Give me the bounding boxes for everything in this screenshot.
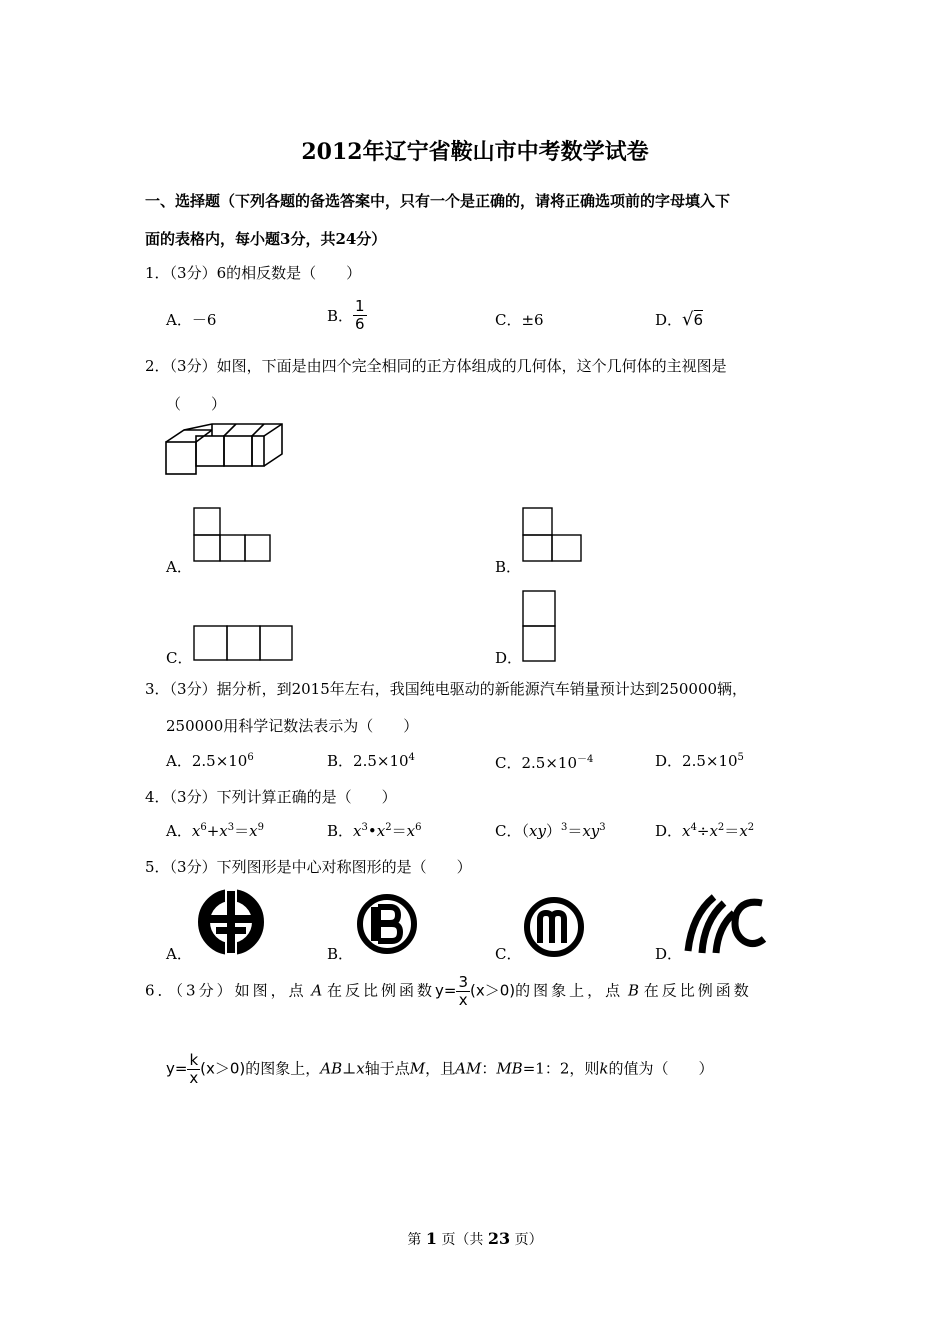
q2-stem: 2．（3分）如图，下面是由四个完全相同的正方体组成的几何体，这个几何体的主视图是 — [145, 357, 727, 375]
q6-fraction-3-over-x: $\frac{3}{x}$ — [458, 973, 469, 1009]
q2-a-view-figure — [193, 507, 273, 563]
q4-option-c: C．$(xy)^3=xy^3$ — [495, 822, 606, 840]
q4-option-d: D．$x^4\div x^2=x^2$ — [655, 822, 755, 840]
logo-a-icon — [196, 887, 266, 957]
q2-option-a: A． — [166, 558, 192, 576]
q2-paren: （ ） — [166, 395, 227, 413]
q6-stem-line1: 6．（3分）如图，点 A 在反比例函数y= $\frac{3}{x}$ (x＞0)的图象上，点 B 在反比例函数 — [145, 973, 752, 1009]
q5-stem: 5．（3分）下列图形是中心对称图形的是（ ） — [145, 858, 472, 876]
q1-option-b: B． $\frac{1}{6}$ — [327, 297, 365, 333]
q3-stem-line1: 3．（3分）据分析，到2015年左右，我国纯电驱动的新能源汽车销量预计达到250000辆， — [145, 680, 748, 698]
q5-option-c: C． — [495, 945, 522, 963]
q1-option-a: A．－6 — [166, 311, 217, 329]
section-heading-line1: 一、选择题（下列各题的备选答案中，只有一个是正确的，请将正确选项前的字母填入下 — [145, 192, 731, 210]
q3-option-d: D．$2.5\times 10^5$ — [655, 752, 744, 770]
page-number: 1 — [425, 1229, 437, 1248]
q6-fraction-k-over-x: $\frac{k}{x}$ — [189, 1051, 199, 1087]
q4-stem: 4．（3分）下列计算正确的是（ ） — [145, 788, 397, 806]
q2-option-d: D． — [495, 649, 523, 667]
logo-d-icon — [684, 893, 766, 955]
q2-option-c: C． — [166, 649, 193, 667]
q1-stem: 1．（3分）6的相反数是（ ） — [145, 264, 362, 282]
q3-option-b: B．$2.5\times 10^4$ — [327, 752, 415, 770]
q6-stem-line2: y= $\frac{k}{x}$ (x＞0)的图象上，AB⊥x轴于点M，且AM：MB=1：2，则k的值为（ ） — [166, 1051, 714, 1087]
q5-option-b: B． — [327, 945, 354, 963]
q5-option-d: D． — [655, 945, 683, 963]
q4-option-b: B．$x^3•x^2=x^6$ — [327, 822, 422, 840]
q2-option-b: B． — [495, 558, 522, 576]
q3-stem-line2: 250000用科学记数法表示为（ ） — [166, 717, 419, 735]
q5-option-a: A． — [166, 945, 192, 963]
logo-b-icon — [356, 893, 418, 955]
q3-option-c: C．$2.5\times 10^{-4}$ — [495, 754, 594, 772]
page-title: 2012年辽宁省鞍山市中考数学试卷 — [301, 139, 649, 165]
q2-d-view-figure — [522, 590, 558, 664]
q1-option-d: D．√6 — [655, 309, 704, 330]
q3-option-a: A．$2.5\times 10^6$ — [166, 752, 254, 770]
q2-c-view-figure — [193, 625, 295, 663]
section-heading-line2: 面的表格内，每小题3分，共24分） — [145, 230, 387, 248]
q1-option-c: C．±6 — [495, 311, 544, 329]
sqrt-sign-icon: √ — [682, 309, 694, 330]
page-footer: 第 1 页（共 23 页） — [407, 1229, 543, 1248]
cubes-3d-figure — [164, 422, 286, 476]
logo-c-icon — [524, 897, 584, 957]
q1-b-fraction: $\frac{1}{6}$ — [355, 297, 365, 333]
q2-b-view-figure — [522, 507, 584, 563]
total-pages: 23 — [487, 1229, 511, 1248]
q4-option-a: A．$x^6+x^3=x^9$ — [166, 822, 264, 840]
